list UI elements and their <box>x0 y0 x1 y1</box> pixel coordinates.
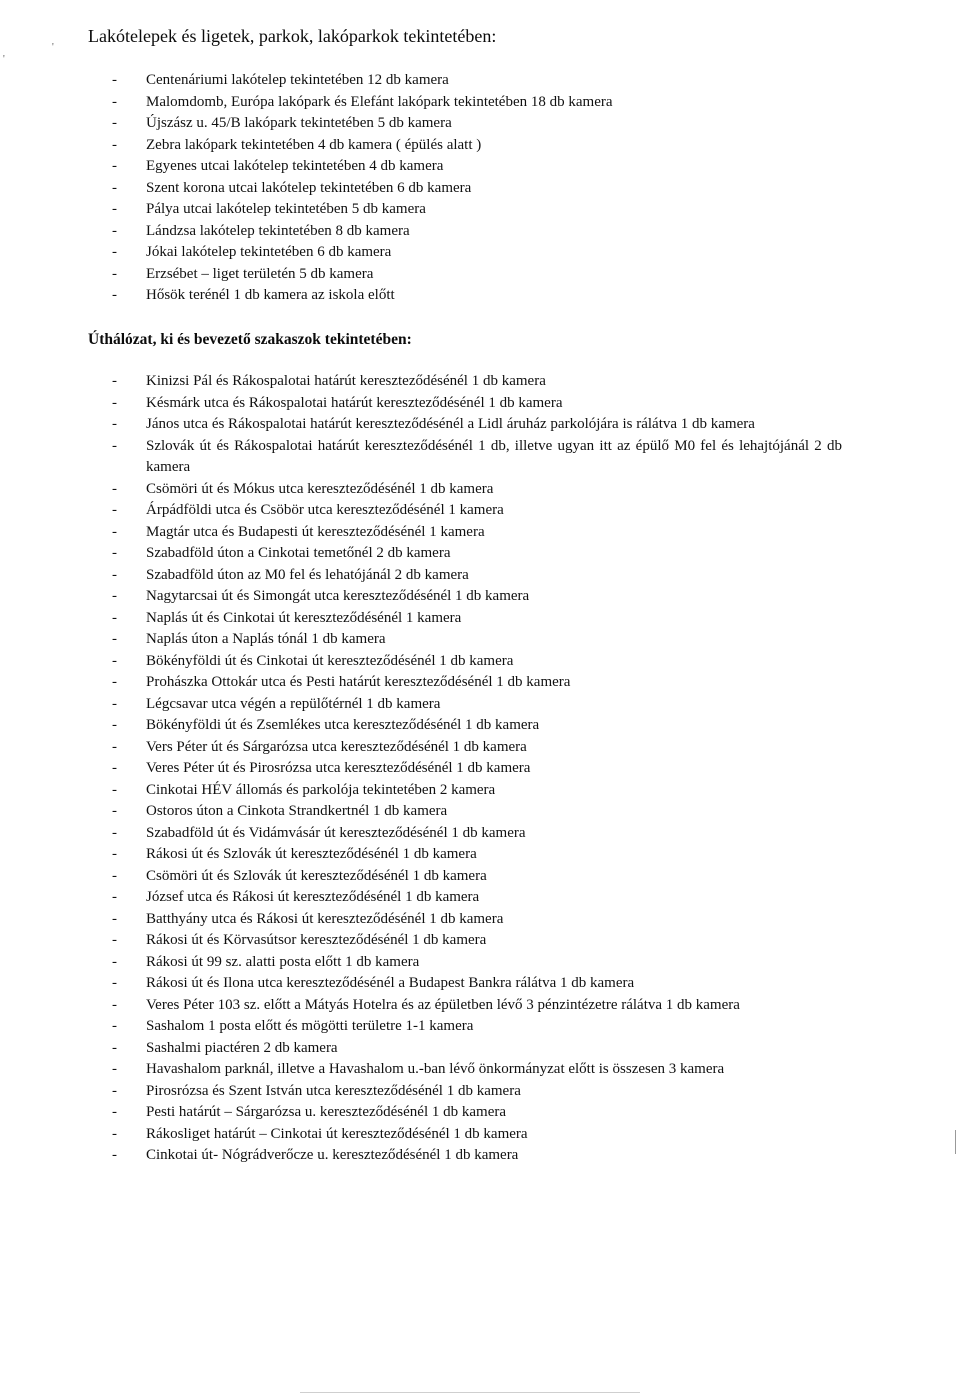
list-item <box>112 135 812 157</box>
bullet-dash: - <box>112 523 117 540</box>
list-item-text: Rákosi út 99 sz. alatti posta előtt 1 db kamera <box>146 953 420 970</box>
list-item <box>112 522 842 544</box>
list-item <box>112 221 812 243</box>
list-item-text: Rákosi út és Ilona utca kereszteződésénél a Budapest Bankra rálátva 1 db kamera <box>146 975 635 991</box>
bullet-dash: - <box>112 566 117 583</box>
bullet-dash: - <box>112 93 117 110</box>
bullet-dash: - <box>112 480 117 497</box>
list-item-text: Malomdomb, Európa lakópark és Elefánt lakópark tekintetében 18 db kamera <box>146 93 613 110</box>
list-item-text: Naplás út és Cinkotai út kereszteződésénél 1 kamera <box>146 609 462 626</box>
list-item <box>112 801 842 823</box>
bullet-dash: - <box>112 1061 117 1077</box>
list-item-text: Naplás úton a Naplás tónál 1 db kamera <box>146 631 386 647</box>
bullet-dash: - <box>112 416 117 432</box>
bullet-dash: - <box>112 652 117 669</box>
list-item-text: Veres Péter 103 sz. előtt a Mátyás Hotelra és az épületben lévő 3 pénzintézetre rálátva 1 db kamera <box>146 996 740 1013</box>
section-heading-road-network: Úthálózat, ki és bevezető szakaszok tekintetében: <box>88 331 412 348</box>
list-item-text: Szlovák út és Rákospalotai határút kereszteződésénél 1 db, illetve ugyan itt az épülő M0 fel és lehajtójánál 2 db kamera <box>146 437 842 475</box>
list-item <box>112 1016 842 1038</box>
list-item <box>112 1145 842 1167</box>
list-item <box>112 629 842 651</box>
list-item-text: József utca és Rákosi út kereszteződésénél 1 db kamera <box>146 889 480 905</box>
list-item-text: Zebra lakópark tekintetében 4 db kamera ( épülés alatt ) <box>146 136 482 153</box>
list-item <box>112 866 842 888</box>
bullet-dash: - <box>112 1039 117 1056</box>
list-item-text: Nagytarcsai út és Simongát utca kereszteződésénél 1 db kamera <box>146 588 530 604</box>
list-item <box>112 1081 842 1103</box>
list-item-text: Cinkotai HÉV állomás és parkolója tekintetében 2 kamera <box>146 781 496 798</box>
list-item <box>112 113 812 135</box>
list-item <box>112 737 842 759</box>
bullet-dash: - <box>112 674 117 690</box>
list-item-text: Hősök terénél 1 db kamera az iskola előtt <box>146 287 395 303</box>
list-item-text: Árpádföldi utca és Csöbör utca kereszteződésénél 1 kamera <box>146 502 504 518</box>
list-item <box>112 543 842 565</box>
scan-mark: ' <box>3 54 5 65</box>
bullet-dash: - <box>112 695 117 712</box>
bullet-dash: - <box>112 1082 117 1099</box>
list-item <box>112 909 842 931</box>
bullet-dash: - <box>112 588 117 604</box>
list-item-text: Batthyány utca és Rákosi út kereszteződésénél 1 db kamera <box>146 910 504 927</box>
bullet-dash: - <box>112 760 117 776</box>
bullet-dash: - <box>112 824 117 841</box>
list-item <box>112 952 842 974</box>
list-item <box>112 586 842 608</box>
list-item <box>112 264 812 286</box>
scan-edge-line <box>955 1130 956 1154</box>
bullet-dash: - <box>112 222 117 239</box>
bullet-dash: - <box>112 781 117 798</box>
list-item <box>112 1059 842 1081</box>
list-item-text: Bökényföldi út és Zsemlékes utca kereszteződésénél 1 db kamera <box>146 717 540 733</box>
list-item <box>112 694 842 716</box>
list-item-text: Cinkotai út- Nógrádverőcze u. kereszteződésénél 1 db kamera <box>146 1147 519 1163</box>
list-item <box>112 780 842 802</box>
list-item <box>112 70 812 92</box>
list-item <box>112 887 842 909</box>
bullet-dash: - <box>112 867 117 884</box>
list-item-text: Csömöri út és Mókus utca kereszteződésénél 1 db kamera <box>146 480 494 497</box>
list-item-text: Rákosliget határút – Cinkotai út kereszteződésénél 1 db kamera <box>146 1125 528 1142</box>
scan-mark: ' <box>52 42 54 53</box>
list-item-text: Késmárk utca és Rákospalotai határút kereszteződésénél 1 db kamera <box>146 394 563 411</box>
bullet-dash: - <box>112 953 117 970</box>
list-item <box>112 651 842 673</box>
bullet-dash: - <box>112 158 117 174</box>
list-item-text: Vers Péter út és Sárgarózsa utca kereszteződésénél 1 db kamera <box>146 738 527 755</box>
bullet-dash: - <box>112 609 117 626</box>
list-item <box>112 973 842 995</box>
list-item <box>112 844 842 866</box>
road-network-camera-list <box>112 371 842 1167</box>
list-item-text: Sashalom 1 posta előtt és mögötti területre 1-1 kamera <box>146 1018 474 1034</box>
list-item <box>112 242 812 264</box>
list-item <box>112 995 842 1017</box>
bullet-dash: - <box>112 717 117 733</box>
list-item-text: Centenáriumi lakótelep tekintetében 12 db kamera <box>146 72 449 88</box>
bullet-dash: - <box>112 910 117 927</box>
list-item <box>112 758 842 780</box>
list-item-text: Újszász u. 45/B lakópark tekintetében 5 db kamera <box>146 115 452 131</box>
list-item <box>112 608 842 630</box>
list-item-text: Szent korona utcai lakótelep tekintetében 6 db kamera <box>146 179 472 196</box>
list-item-text: Bökényföldi út és Cinkotai út kereszteződésénél 1 db kamera <box>146 652 514 669</box>
list-item <box>112 393 842 415</box>
bullet-dash: - <box>112 201 117 217</box>
list-item <box>112 199 812 221</box>
bullet-dash: - <box>112 738 117 755</box>
bullet-dash: - <box>112 1147 117 1163</box>
list-item <box>112 178 812 200</box>
list-item-text: Szabadföld út és Vidámvásár út kereszteződésénél 1 db kamera <box>146 824 526 841</box>
list-item-text: Prohászka Ottokár utca és Pesti határút kereszteződésénél 1 db kamera <box>146 674 571 690</box>
list-item <box>112 930 842 952</box>
list-item-text: Veres Péter út és Pirosrózsa utca kereszteződésénél 1 db kamera <box>146 760 531 776</box>
list-item <box>112 823 842 845</box>
list-item <box>112 285 812 307</box>
bullet-dash: - <box>112 373 117 389</box>
list-item <box>112 500 842 522</box>
bullet-dash: - <box>112 72 117 88</box>
bullet-dash: - <box>112 545 117 561</box>
housing-estates-camera-list <box>112 70 812 307</box>
list-item-text: Jókai lakótelep tekintetében 6 db kamera <box>146 244 392 260</box>
list-item-text: Szabadföld úton a Cinkotai temetőnél 2 db kamera <box>146 545 451 561</box>
list-item <box>112 565 842 587</box>
list-item-text: Lándzsa lakótelep tekintetében 8 db kamera <box>146 222 410 239</box>
bullet-dash: - <box>112 179 117 196</box>
list-item-text: János utca és Rákospalotai határút kereszteződésénél a Lidl áruház parkolójára is rálátva 1 db kamera <box>146 416 755 432</box>
bullet-dash: - <box>112 975 117 991</box>
list-item-text: Havashalom parknál, illetve a Havashalom u.-ban lévő önkormányzat előtt is összesen 3 kamera <box>146 1061 725 1077</box>
list-item <box>112 715 842 737</box>
list-item-text: Rákosi út és Körvasútsor kereszteződésénél 1 db kamera <box>146 932 487 948</box>
list-item-text: Ostoros úton a Cinkota Strandkertnél 1 db kamera <box>146 803 448 819</box>
list-item-text: Csömöri út és Szlovák út kereszteződésénél 1 db kamera <box>146 867 487 884</box>
bullet-dash: - <box>112 287 117 303</box>
list-item <box>112 371 842 393</box>
bullet-dash: - <box>112 631 117 647</box>
list-item-text: Erzsébet – liget területén 5 db kamera <box>146 265 374 282</box>
list-item-text: Magtár utca és Budapesti út kereszteződésénél 1 kamera <box>146 523 485 540</box>
bullet-dash: - <box>112 502 117 518</box>
list-item-text: Pálya utcai lakótelep tekintetében 5 db kamera <box>146 201 426 217</box>
list-item-text: Szabadföld úton az M0 fel és lehatójánál 2 db kamera <box>146 566 469 583</box>
bullet-dash: - <box>112 437 117 454</box>
list-item <box>112 92 812 114</box>
bullet-dash: - <box>112 136 117 153</box>
list-item-text: Pirosrózsa és Szent István utca kereszteződésénél 1 db kamera <box>146 1082 521 1099</box>
scan-bottom-rule <box>300 1392 640 1393</box>
bullet-dash: - <box>112 115 117 131</box>
list-item <box>112 414 842 436</box>
section-heading-housing-estates: Lakótelepek és ligetek, parkok, lakóparkok tekintetében: <box>88 26 497 46</box>
list-item <box>112 672 842 694</box>
bullet-dash: - <box>112 803 117 819</box>
list-item-text: Egyenes utcai lakótelep tekintetében 4 db kamera <box>146 158 444 174</box>
list-item <box>112 479 842 501</box>
list-item <box>112 436 842 479</box>
bullet-dash: - <box>112 889 117 905</box>
list-item <box>112 1124 842 1146</box>
list-item-text: Kinizsi Pál és Rákospalotai határút kereszteződésénél 1 db kamera <box>146 373 546 389</box>
list-item-text: Pesti határút – Sárgarózsa u. kereszteződésénél 1 db kamera <box>146 1104 506 1120</box>
bullet-dash: - <box>112 265 117 282</box>
bullet-dash: - <box>112 1018 117 1034</box>
bullet-dash: - <box>112 1125 117 1142</box>
bullet-dash: - <box>112 932 117 948</box>
list-item-text: Rákosi út és Szlovák út kereszteződésénél 1 db kamera <box>146 846 477 862</box>
bullet-dash: - <box>112 846 117 862</box>
list-item-text: Sashalmi piactéren 2 db kamera <box>146 1039 338 1056</box>
list-item <box>112 1102 842 1124</box>
list-item <box>112 156 812 178</box>
bullet-dash: - <box>112 996 117 1013</box>
list-item <box>112 1038 842 1060</box>
list-item-text: Légcsavar utca végén a repülőtérnél 1 db kamera <box>146 695 441 712</box>
bullet-dash: - <box>112 1104 117 1120</box>
bullet-dash: - <box>112 394 117 411</box>
bullet-dash: - <box>112 244 117 260</box>
